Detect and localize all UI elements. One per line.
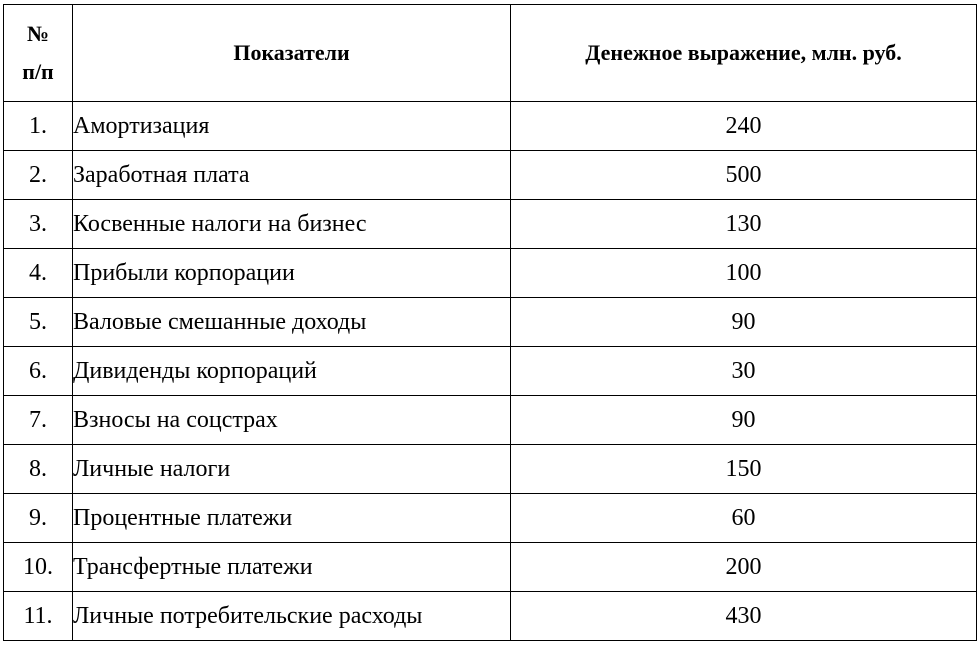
row-number: 9. xyxy=(4,494,73,543)
row-number: 4. xyxy=(4,249,73,298)
row-number: 6. xyxy=(4,347,73,396)
row-number: 10. xyxy=(4,543,73,592)
row-value: 430 xyxy=(511,592,977,641)
row-value: 30 xyxy=(511,347,977,396)
row-value: 90 xyxy=(511,298,977,347)
row-number: 11. xyxy=(4,592,73,641)
row-value: 500 xyxy=(511,151,977,200)
indicators-table xyxy=(3,4,977,641)
header-number-line1: № xyxy=(26,21,50,46)
row-value: 60 xyxy=(511,494,977,543)
row-number: 2. xyxy=(4,151,73,200)
table-row xyxy=(4,543,977,592)
header-number-line2: п/п xyxy=(22,59,54,84)
row-indicator: Дивиденды корпораций xyxy=(73,347,511,396)
row-indicator: Личные потребительские расходы xyxy=(73,592,511,641)
row-number: 3. xyxy=(4,200,73,249)
row-value: 130 xyxy=(511,200,977,249)
table-row xyxy=(4,298,977,347)
table-row xyxy=(4,200,977,249)
header-number xyxy=(4,5,73,102)
header-row xyxy=(4,5,977,102)
table-row xyxy=(4,347,977,396)
row-indicator: Амортизация xyxy=(73,102,511,151)
row-indicator: Процентные платежи xyxy=(73,494,511,543)
row-indicator: Заработная плата xyxy=(73,151,511,200)
table-row xyxy=(4,396,977,445)
row-indicator: Прибыли корпорации xyxy=(73,249,511,298)
header-indicator: Показатели xyxy=(73,5,511,102)
row-indicator: Трансфертные платежи xyxy=(73,543,511,592)
table-row xyxy=(4,494,977,543)
table-row xyxy=(4,445,977,494)
table-row xyxy=(4,592,977,641)
row-number: 1. xyxy=(4,102,73,151)
row-value: 90 xyxy=(511,396,977,445)
row-indicator: Косвенные налоги на бизнес xyxy=(73,200,511,249)
row-value: 200 xyxy=(511,543,977,592)
row-number: 7. xyxy=(4,396,73,445)
header-value: Денежное выражение, млн. руб. xyxy=(511,5,977,102)
table-row xyxy=(4,102,977,151)
row-indicator: Взносы на соцстрах xyxy=(73,396,511,445)
row-value: 240 xyxy=(511,102,977,151)
row-indicator: Личные налоги xyxy=(73,445,511,494)
table-row xyxy=(4,151,977,200)
row-value: 150 xyxy=(511,445,977,494)
table-row xyxy=(4,249,977,298)
row-number: 8. xyxy=(4,445,73,494)
row-value: 100 xyxy=(511,249,977,298)
row-indicator: Валовые смешанные доходы xyxy=(73,298,511,347)
row-number: 5. xyxy=(4,298,73,347)
